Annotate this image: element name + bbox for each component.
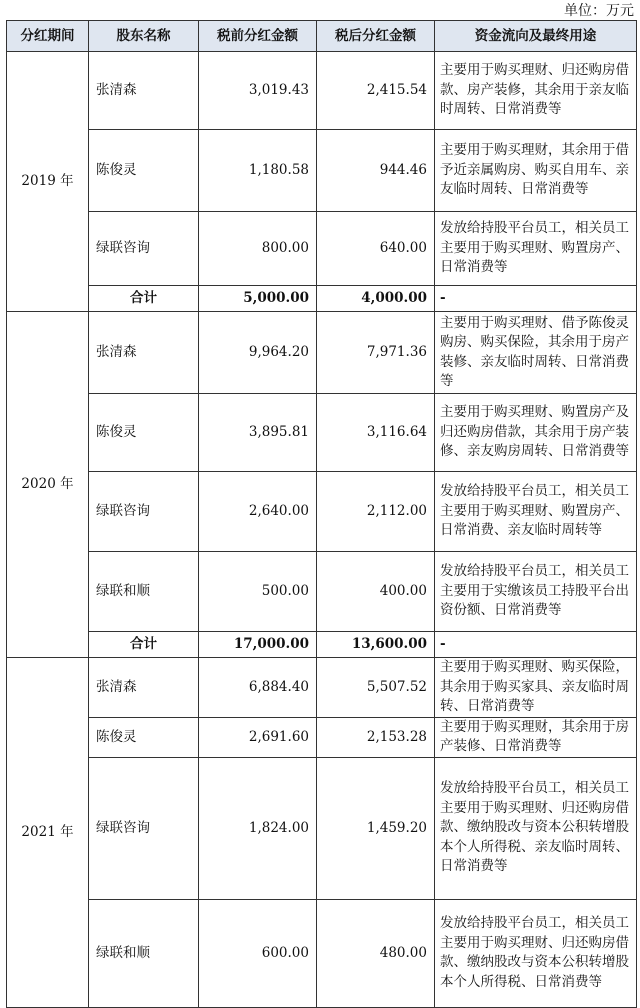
unit-label: 单位：万元 [564,3,634,19]
aftertax-amount: 1,459.20 [317,757,435,899]
total-pretax: 17,000.00 [199,632,317,658]
fund-use: 发放给持股平台员工，相关员工主要用于实缴该员工持股平台出资份额、日常消费等 [435,552,637,632]
aftertax-amount: 2,153.28 [317,717,435,757]
total-fund-use: - [435,286,637,312]
fund-use: 发放给持股平台员工，相关员工主要用于购买理财、归还购房借款、缴纳股改与资本公积转增股本个人所得税、亲友临时周转、日常消费等 [435,757,637,899]
pretax-amount: 800.00 [199,212,317,286]
header-pretax: 税前分红金额 [199,21,317,52]
table-row [7,552,637,632]
shareholder-name: 张清森 [89,52,199,130]
shareholder-name: 陈俊灵 [89,717,199,757]
aftertax-amount: 7,971.36 [317,312,435,394]
period-cell: 2020 年 [7,312,89,658]
dividend-table [6,20,637,1008]
table-row [7,394,637,472]
header-row [7,21,637,52]
header-period: 分红期间 [7,21,89,52]
shareholder-name: 绿联咨询 [89,757,199,899]
total-aftertax: 4,000.00 [317,286,435,312]
table-row [7,212,637,286]
pretax-amount: 2,691.60 [199,717,317,757]
table-row [7,717,637,757]
pretax-amount: 3,895.81 [199,394,317,472]
fund-use: 主要用于购买理财、购买保险，其余用于购买家具、亲友临时周转、日常消费等 [435,658,637,718]
shareholder-name: 陈俊灵 [89,394,199,472]
total-aftertax: 13,600.00 [317,632,435,658]
shareholder-name: 绿联咨询 [89,472,199,552]
shareholder-name: 绿联咨询 [89,212,199,286]
pretax-amount: 600.00 [199,899,317,1007]
aftertax-amount: 2,415.54 [317,52,435,130]
shareholder-name: 陈俊灵 [89,130,199,212]
fund-use: 主要用于购买理财、购置房产及归还购房借款，其余用于房产装修、亲友购房周转、日常消费等 [435,394,637,472]
aftertax-amount: 400.00 [317,552,435,632]
pretax-amount: 3,019.43 [199,52,317,130]
total-pretax: 5,000.00 [199,286,317,312]
total-row [7,632,637,658]
table-row [7,52,637,130]
pretax-amount: 1,824.00 [199,757,317,899]
fund-use: 发放给持股平台员工，相关员工主要用于购买理财、购置房产、日常消费、亲友临时周转等 [435,472,637,552]
pretax-amount: 1,180.58 [199,130,317,212]
fund-use: 发放给持股平台员工，相关员工主要用于购买理财、购置房产、日常消费等 [435,212,637,286]
total-fund-use: - [435,632,637,658]
fund-use: 主要用于购买理财、借予陈俊灵购房、购买保险，其余用于房产装修、亲友临时周转、日常消费等 [435,312,637,394]
table-row [7,472,637,552]
header-fund-use: 资金流向及最终用途 [435,21,637,52]
shareholder-name: 绿联和顺 [89,552,199,632]
total-label: 合计 [89,632,199,658]
aftertax-amount: 640.00 [317,212,435,286]
header-aftertax: 税后分红金额 [317,21,435,52]
table-row [7,658,637,718]
table-row [7,757,637,899]
shareholder-name: 绿联和顺 [89,899,199,1007]
pretax-amount: 6,884.40 [199,658,317,718]
header-shareholder: 股东名称 [89,21,199,52]
period-cell: 2021 年 [7,658,89,1008]
shareholder-name: 张清森 [89,312,199,394]
total-label: 合计 [89,286,199,312]
aftertax-amount: 2,112.00 [317,472,435,552]
period-cell: 2019 年 [7,52,89,312]
total-row [7,286,637,312]
shareholder-name: 张清森 [89,658,199,718]
pretax-amount: 9,964.20 [199,312,317,394]
fund-use: 发放给持股平台员工，相关员工主要用于购买理财、归还购房借款、缴纳股改与资本公积转增股本个人所得税、日常消费等 [435,899,637,1007]
aftertax-amount: 5,507.52 [317,658,435,718]
fund-use: 主要用于购买理财、归还购房借款、房产装修，其余用于亲友临时周转、日常消费等 [435,52,637,130]
table-row [7,899,637,1007]
pretax-amount: 2,640.00 [199,472,317,552]
table-row [7,312,637,394]
fund-use: 主要用于购买理财，其余用于房产装修、日常消费等 [435,717,637,757]
fund-use: 主要用于购买理财，其余用于借予近亲属购房、购买自用车、亲友临时周转、日常消费等 [435,130,637,212]
pretax-amount: 500.00 [199,552,317,632]
aftertax-amount: 944.46 [317,130,435,212]
table-row [7,130,637,212]
aftertax-amount: 3,116.64 [317,394,435,472]
aftertax-amount: 480.00 [317,899,435,1007]
